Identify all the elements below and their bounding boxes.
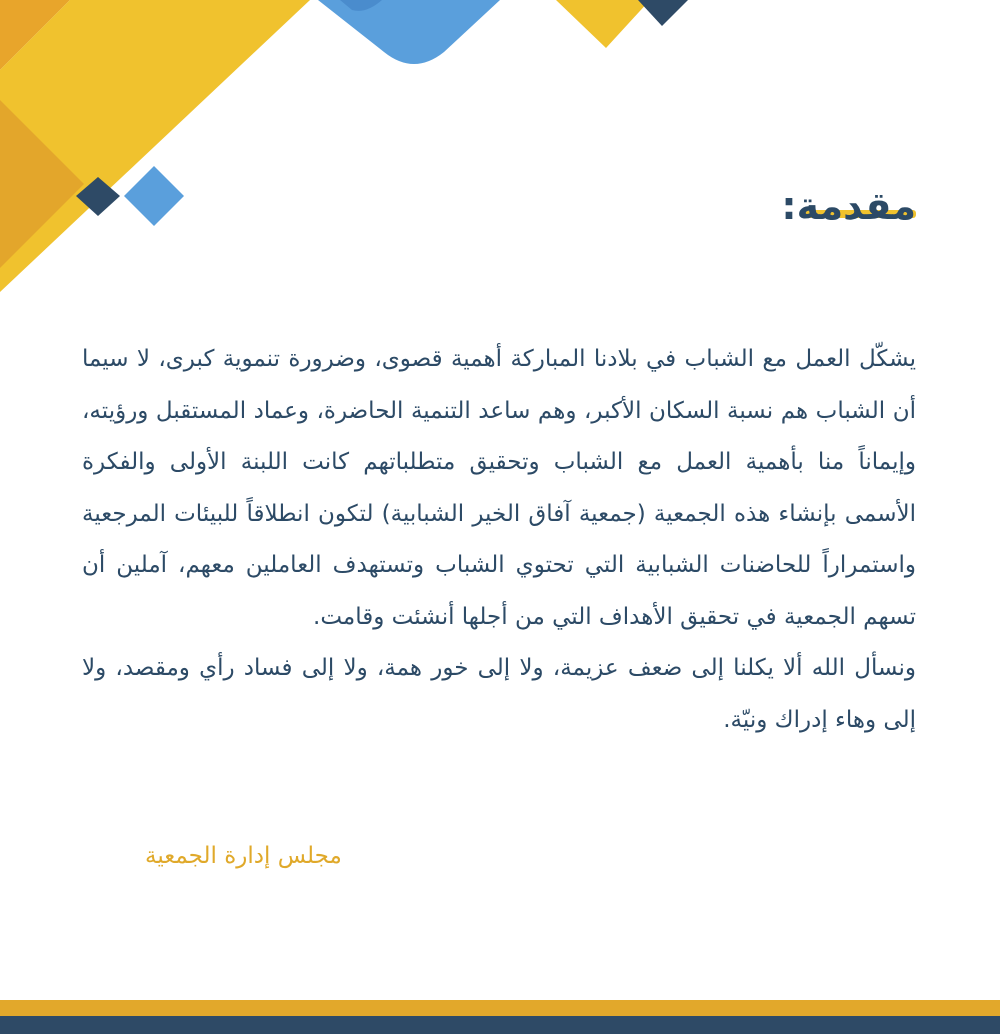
orange-corner-shape xyxy=(0,0,70,70)
blue-diamond-shape xyxy=(124,166,184,226)
yellow-diagonal-band xyxy=(0,0,310,292)
blue-dark-accent xyxy=(340,0,382,11)
paragraph-prayer: ونسأل الله ألا يكلنا إلى ضعف عزيمة، ولا إلى خور همة، ولا إلى فساد رأي ومقصد، ولا إلى وهاء إدراك ونيّة. xyxy=(82,655,916,733)
navy-diamond-shape xyxy=(76,177,120,216)
footer-band-gold xyxy=(0,1000,1000,1016)
blue-top-shape xyxy=(318,0,500,64)
yellow-top-triangle xyxy=(556,0,650,48)
gold-triangle-shape xyxy=(0,100,84,268)
footer-band-navy xyxy=(0,1016,1000,1034)
navy-top-triangle xyxy=(638,0,688,26)
introduction-text xyxy=(82,334,916,746)
paragraph-intro: يشكّل العمل مع الشباب في بلادنا المباركة أهمية قصوى، وضرورة تنموية كبرى، لا سيما أن الشباب هم نسبة السكان الأكبر، وهم ساعد التنمية الحاضرة، وعماد المستقبل ورؤيته، وإيماناً منا بأهمية العمل مع الشباب وتحقيق متطلباتهم كانت اللبنة الأولى والفكرة الأسمى بإنشاء هذه الجمعية (جمعية آفاق الخير الشبابية) لتكون انطلاقاً للبيئات المرجعية واستمراراً للحاضنات الشبابية التي تحتوي الشباب وتستهدف العاملين معهم، آملين أن تسهم الجمعية في تحقيق الأهداف التي من أجلها أنشئت وقامت. xyxy=(82,346,916,630)
decorative-header-shapes xyxy=(0,0,1000,320)
signature: مجلس إدارة الجمعية xyxy=(145,843,342,869)
page-title: مقدمة: xyxy=(781,184,916,228)
